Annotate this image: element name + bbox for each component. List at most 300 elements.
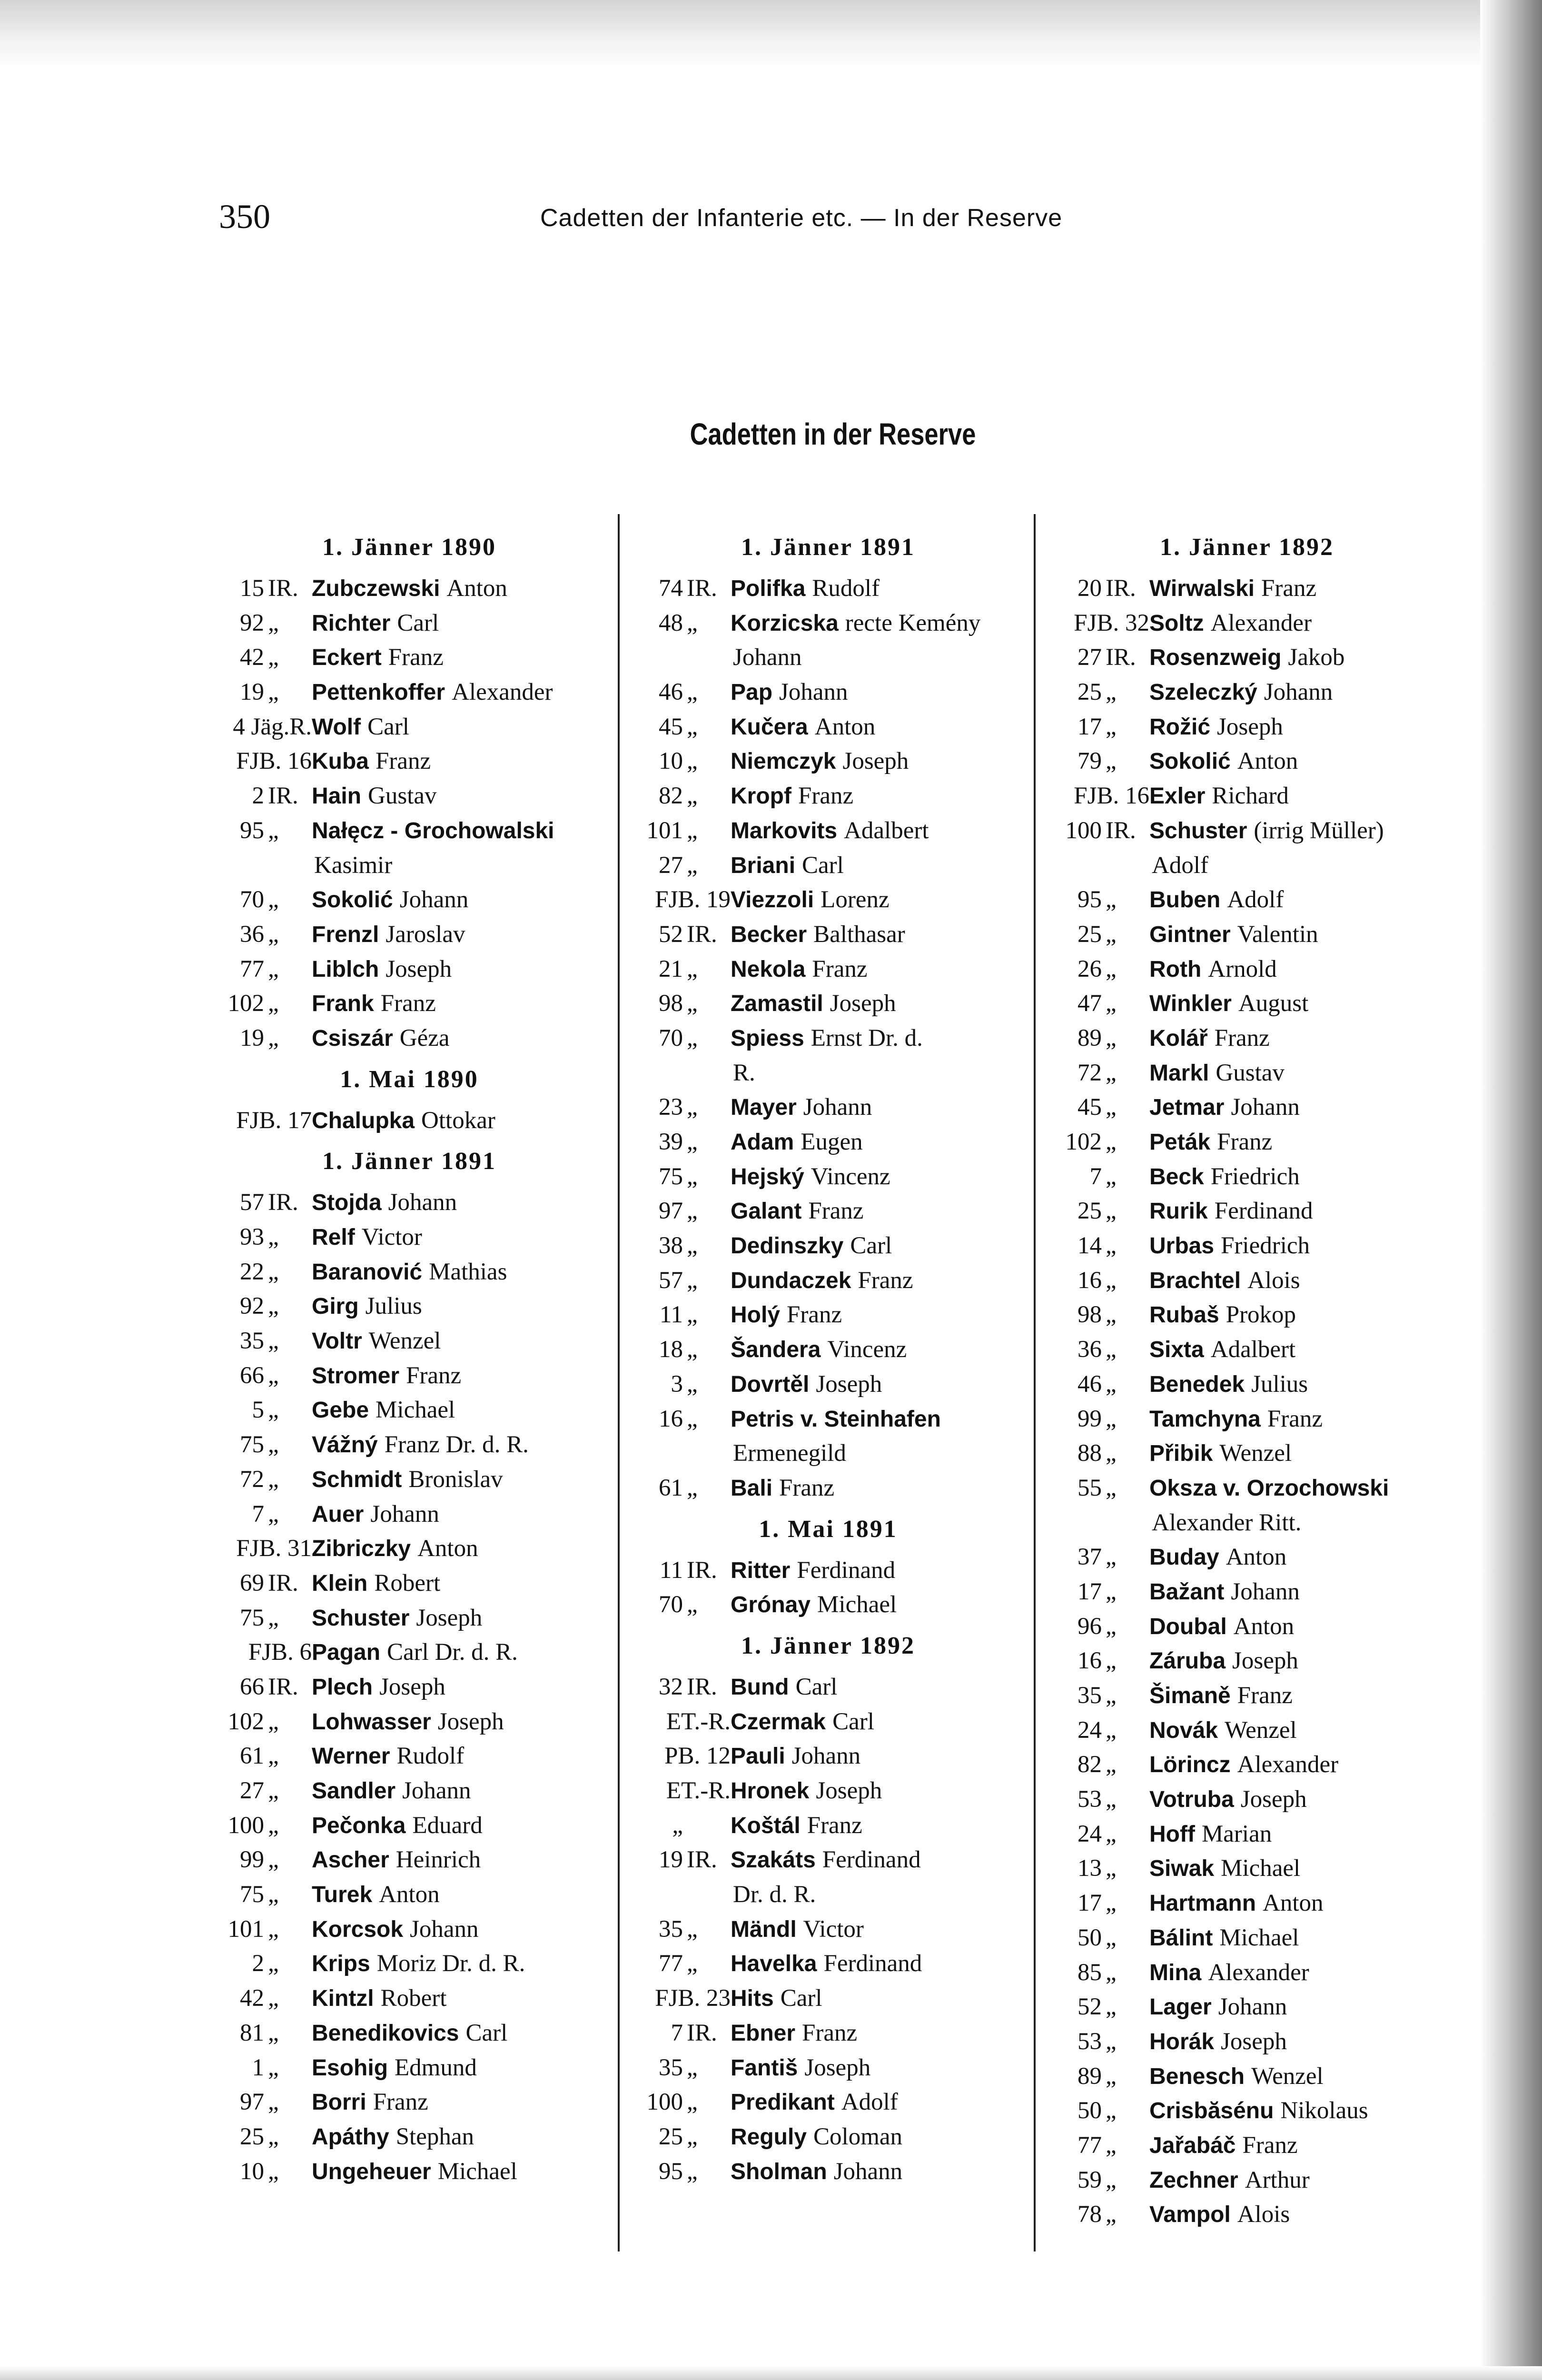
surname: Kolář xyxy=(1149,1025,1208,1051)
person-name xyxy=(1149,1298,1452,1332)
unit-abbrev: „ xyxy=(687,1232,698,1259)
person-name xyxy=(1149,1678,1452,1713)
person-name xyxy=(1149,1160,1452,1194)
person-name xyxy=(312,1103,614,1138)
regiment-number: 24 xyxy=(1077,1820,1102,1847)
surname: Wolf xyxy=(312,714,361,740)
regiment-number: 37 xyxy=(1077,1544,1102,1571)
given-name: Jaroslav xyxy=(386,921,465,948)
given-name: Johann xyxy=(833,2158,903,2185)
surname: Frank xyxy=(312,991,374,1017)
person-name xyxy=(1149,1747,1452,1782)
given-name: Bronislav xyxy=(408,1466,503,1493)
surname: Turek xyxy=(312,1882,373,1908)
surname: Schuster xyxy=(1149,818,1247,843)
list-item xyxy=(205,1670,614,1705)
surname: Jetmar xyxy=(1149,1095,1225,1121)
person-name xyxy=(731,779,1033,813)
regiment-number: 78 xyxy=(1077,2201,1102,2228)
regiment-number: 96 xyxy=(1077,1613,1102,1640)
given-name: Johann xyxy=(1264,679,1333,706)
regiment-number: 26 xyxy=(1077,955,1102,982)
unit-abbrev: „ xyxy=(1106,1751,1117,1778)
surname: Auer xyxy=(312,1501,364,1527)
regiment-number: 89 xyxy=(1077,2063,1102,2090)
unit-abbrev: „ xyxy=(268,990,279,1017)
list-item xyxy=(623,813,1033,848)
given-name: Adalbert xyxy=(1210,1336,1296,1363)
given-name: Carl xyxy=(850,1232,892,1259)
surname: Sokolić xyxy=(1149,749,1231,774)
list-item xyxy=(1042,1056,1452,1091)
unit-abbrev: „ xyxy=(1106,1855,1117,1882)
given-name: Victor xyxy=(361,1224,422,1250)
surname: Borri xyxy=(312,2090,366,2115)
person-name xyxy=(1149,779,1452,813)
regiment-number: 45 xyxy=(1077,1094,1102,1121)
unit-abbrev: IR. xyxy=(687,1557,717,1584)
surname: Siwak xyxy=(1149,1856,1215,1882)
given-name: Franz xyxy=(779,1474,835,1501)
person-name xyxy=(731,2016,1033,2051)
list-item xyxy=(205,1220,614,1255)
given-name: Carl xyxy=(465,2019,508,2046)
given-name: Robert xyxy=(380,1985,447,2012)
regiment-number: 52 xyxy=(1077,1993,1102,2021)
unit-abbrev: „ xyxy=(687,609,698,636)
surname: Bažant xyxy=(1149,1579,1225,1605)
list-item xyxy=(1042,1886,1452,1921)
list-item xyxy=(623,675,1033,710)
unit-abbrev: „ xyxy=(1106,886,1117,913)
regiment-number: 82 xyxy=(1077,1751,1102,1778)
person-name xyxy=(731,1705,1033,1739)
person-name xyxy=(312,2154,614,2189)
list-item xyxy=(1042,1713,1452,1748)
regiment-number: ET.-R. xyxy=(666,1777,731,1804)
scan-edge-right xyxy=(1480,0,1542,2380)
given-name: Joseph xyxy=(386,955,452,982)
unit-abbrev: IR. xyxy=(268,1189,298,1216)
list-item xyxy=(1042,1644,1452,1678)
regiment-number: 2 xyxy=(252,1950,264,1977)
person-name xyxy=(312,917,614,952)
surname: Stromer xyxy=(312,1363,400,1388)
regiment-number: 89 xyxy=(1077,1024,1102,1051)
surname: Korzicska xyxy=(731,610,839,636)
given-name: Robert xyxy=(374,1569,441,1597)
person-name xyxy=(1149,1713,1452,1748)
unit-abbrev: „ xyxy=(1106,1716,1117,1744)
given-name: Franz xyxy=(380,990,436,1017)
person-name xyxy=(731,813,1033,848)
given-name: Michael xyxy=(1221,1855,1301,1882)
given-name: Friedrich xyxy=(1221,1232,1310,1259)
person-name xyxy=(1149,1332,1452,1367)
list-item xyxy=(1042,1229,1452,1263)
list-item xyxy=(1042,710,1452,744)
surname: Zechner xyxy=(1149,2167,1238,2193)
unit-abbrev: „ xyxy=(687,1405,698,1432)
page-title: Cadetten in der Reserve xyxy=(690,417,976,451)
regiment-number: 11 xyxy=(659,1557,683,1584)
given-name: Franz xyxy=(798,783,854,810)
given-name: Alexander xyxy=(1208,1959,1309,1986)
list-item xyxy=(205,2051,614,2085)
unit-abbrev: „ xyxy=(268,1258,279,1285)
given-name: Johann xyxy=(402,1777,471,1804)
surname: Dedinszky xyxy=(731,1233,844,1259)
person-name xyxy=(1149,2059,1452,2094)
given-name: Johann xyxy=(779,679,848,706)
list-item xyxy=(205,606,614,641)
regiment-number: 74 xyxy=(659,575,683,602)
regiment-number: 72 xyxy=(240,1466,264,1493)
given-name: Joseph xyxy=(1217,713,1283,740)
unit-abbrev: „ xyxy=(268,1500,279,1527)
given-name: Anton xyxy=(1226,1544,1287,1571)
list-item xyxy=(1042,1402,1452,1437)
list-item xyxy=(205,1808,614,1843)
given-name: Joseph xyxy=(830,990,896,1017)
given-name: Franz xyxy=(787,1301,842,1329)
person-name xyxy=(1149,813,1452,848)
given-name: Franz xyxy=(812,955,868,982)
unit-abbrev: „ xyxy=(1106,1336,1117,1363)
regiment-number: ET.-R. xyxy=(666,1708,731,1735)
surname: Hain xyxy=(312,783,362,809)
unit-abbrev: „ xyxy=(268,1466,279,1493)
regiment-number: 35 xyxy=(659,1915,683,1943)
unit-abbrev: „ xyxy=(687,1336,698,1363)
list-item xyxy=(623,1912,1033,1947)
person-name xyxy=(312,1324,614,1359)
given-name: Johann xyxy=(410,1915,479,1943)
person-name xyxy=(1149,1090,1452,1125)
list-item xyxy=(1042,1609,1452,1644)
given-name: Marian xyxy=(1201,1820,1272,1847)
unit-abbrev: IR. xyxy=(687,1846,717,1874)
unit-abbrev: „ xyxy=(268,2019,279,2046)
surname: Petris v. Steinhafen xyxy=(731,1406,941,1432)
regiment-number: 13 xyxy=(1077,1855,1102,1882)
given-name: Eduard xyxy=(412,1812,483,1839)
surname: Tamchyna xyxy=(1149,1406,1261,1432)
surname: Lager xyxy=(1149,1994,1212,2020)
list-item xyxy=(205,779,614,813)
person-name xyxy=(312,1428,614,1462)
list-item xyxy=(1042,779,1452,813)
regiment-number: 81 xyxy=(240,2019,264,2046)
surname: Lörincz xyxy=(1149,1752,1231,1778)
list-item xyxy=(623,1705,1033,1739)
entry-continuation: Ermenegild xyxy=(733,1440,846,1467)
surname: Peták xyxy=(1149,1130,1211,1155)
person-name xyxy=(731,710,1033,744)
surname: Oksza v. Orzochowski xyxy=(1149,1475,1389,1501)
person-name xyxy=(312,1462,614,1497)
regiment-number: 57 xyxy=(659,1267,683,1294)
surname: Hits xyxy=(731,1986,774,2012)
person-name xyxy=(731,744,1033,779)
given-name: Johann xyxy=(791,1743,861,1770)
list-item xyxy=(623,710,1033,744)
unit-abbrev: „ xyxy=(1106,990,1117,1017)
given-name: Franz xyxy=(802,2019,858,2046)
unit-abbrev: „ xyxy=(687,2123,698,2150)
given-name: Balthasar xyxy=(813,921,905,948)
given-name: Alexander xyxy=(1237,1751,1339,1778)
unit-abbrev: „ xyxy=(268,1915,279,1943)
list-item xyxy=(205,1531,614,1566)
given-name: Prokop xyxy=(1226,1301,1296,1329)
regiment-number: 102 xyxy=(1065,1129,1102,1155)
given-name: Johann xyxy=(388,1189,457,1216)
given-name: Nikolaus xyxy=(1280,2097,1368,2124)
given-name: Edmund xyxy=(395,2054,477,2081)
surname: Galant xyxy=(731,1199,802,1224)
surname: Buben xyxy=(1149,887,1221,913)
surname: Kintzl xyxy=(312,1986,374,2012)
regiment-number: 36 xyxy=(240,921,264,948)
unit-abbrev: „ xyxy=(687,817,698,844)
surname: Rožić xyxy=(1149,714,1211,740)
regiment-number: 55 xyxy=(1077,1474,1102,1501)
list-item xyxy=(1042,2024,1452,2059)
person-name xyxy=(312,2085,614,2120)
person-name xyxy=(312,1843,614,1877)
surname: Gintner xyxy=(1149,922,1231,947)
unit-abbrev: „ xyxy=(1106,1301,1117,1329)
unit-abbrev: „ xyxy=(268,1846,279,1874)
given-name: Carl xyxy=(367,713,409,740)
surname: Relf xyxy=(312,1225,355,1250)
list-item xyxy=(205,917,614,952)
unit-abbrev: „ xyxy=(687,713,698,740)
person-name xyxy=(312,1739,614,1774)
person-name xyxy=(1149,2024,1452,2059)
given-name: Wenzel xyxy=(1219,1440,1292,1467)
given-name: Michael xyxy=(437,2158,517,2185)
list-item xyxy=(205,1324,614,1359)
person-name xyxy=(1149,606,1452,641)
unit-abbrev: „ xyxy=(268,1881,279,1908)
surname: Szeleczký xyxy=(1149,680,1257,705)
unit-abbrev: „ xyxy=(1106,1163,1117,1190)
list-item xyxy=(205,986,614,1021)
regiment-number: 20 xyxy=(1077,575,1102,602)
unit-abbrev: „ xyxy=(687,1915,698,1943)
surname: Werner xyxy=(312,1744,390,1769)
given-name: recte Kemény xyxy=(845,609,981,636)
surname: Dovrtěl xyxy=(731,1371,810,1397)
person-name xyxy=(312,1601,614,1636)
person-name xyxy=(1149,1263,1452,1298)
list-item xyxy=(623,1843,1033,1877)
regiment-number: 14 xyxy=(1077,1232,1102,1259)
unit-abbrev: „ xyxy=(687,1198,698,1225)
given-name: Anton xyxy=(1263,1890,1324,1917)
surname: Dundaczek xyxy=(731,1268,851,1293)
given-name: Rudolf xyxy=(396,1743,465,1770)
entry-continuation: Johann xyxy=(733,644,802,671)
unit-abbrev: „ xyxy=(268,1812,279,1839)
unit-abbrev: „ xyxy=(1106,713,1117,740)
unit-abbrev: „ xyxy=(1106,1647,1117,1675)
given-name: Anton xyxy=(379,1881,440,1908)
person-name xyxy=(1149,2093,1452,2128)
given-name: Wenzel xyxy=(368,1328,441,1355)
list-item xyxy=(623,1125,1033,1160)
regiment-number: 7 xyxy=(1089,1163,1102,1190)
regiment-number: 18 xyxy=(659,1336,683,1363)
list-item xyxy=(623,1774,1033,1808)
list-item xyxy=(1042,1125,1452,1160)
surname: Adam xyxy=(731,1130,794,1155)
unit-abbrev: „ xyxy=(268,1293,279,1320)
regiment-number: 70 xyxy=(240,886,264,913)
list-item xyxy=(205,1462,614,1497)
surname: Reguly xyxy=(731,2124,807,2150)
surname: Brachtel xyxy=(1149,1268,1241,1293)
list-item xyxy=(1042,675,1452,710)
given-name: Rudolf xyxy=(812,575,880,602)
list-item xyxy=(623,2154,1033,2189)
person-name xyxy=(731,952,1033,987)
list-item xyxy=(205,1289,614,1324)
person-name xyxy=(312,571,614,606)
unit-abbrev xyxy=(683,1808,731,1843)
list-item xyxy=(1042,2093,1452,2128)
regiment-number: 1 xyxy=(252,2054,264,2081)
regiment-number: 72 xyxy=(1077,1059,1102,1086)
given-name: Franz xyxy=(373,2089,428,2116)
regiment-number: 35 xyxy=(659,2054,683,2081)
regiment-number: 35 xyxy=(1077,1682,1102,1709)
unit-abbrev: „ xyxy=(1106,1924,1117,1951)
given-name: Johann xyxy=(1218,1993,1287,2021)
person-name xyxy=(731,1332,1033,1367)
unit-abbrev: IR. xyxy=(687,921,717,948)
regiment-number: 24 xyxy=(1077,1716,1102,1744)
given-name: Franz xyxy=(406,1362,462,1389)
list-item xyxy=(1042,606,1452,641)
regiment-number: 4 Jäg.R. xyxy=(233,713,312,740)
given-name: Adalbert xyxy=(844,817,929,844)
surname: Rurik xyxy=(1149,1199,1208,1224)
list-item xyxy=(205,883,614,917)
list-item xyxy=(205,571,614,606)
given-name: Richard xyxy=(1212,783,1289,810)
entry-continuation: Dr. d. R. xyxy=(733,1881,816,1908)
person-name xyxy=(312,710,614,744)
person-name xyxy=(312,1220,614,1255)
list-item xyxy=(1042,2197,1452,2232)
unit-abbrev: „ xyxy=(268,955,279,982)
list-item xyxy=(623,2016,1033,2051)
given-name: Mathias xyxy=(429,1258,507,1285)
surname: Koštál xyxy=(731,1813,801,1838)
list-item xyxy=(1042,1955,1452,1990)
list-item xyxy=(623,848,1033,883)
unit-abbrev: „ xyxy=(1106,1024,1117,1051)
surname: Wirwalski xyxy=(1149,576,1255,601)
list-item xyxy=(623,1021,1033,1056)
regiment-number: 85 xyxy=(1077,1959,1102,1986)
given-name: Franz xyxy=(1267,1405,1323,1432)
regiment-number: 27 xyxy=(240,1777,264,1804)
surname: Winkler xyxy=(1149,991,1232,1017)
unit-abbrev: „ xyxy=(1106,1267,1117,1294)
person-name xyxy=(731,2085,1033,2120)
person-name xyxy=(731,883,1033,917)
given-name: Victor xyxy=(803,1915,864,1943)
person-name xyxy=(731,986,1033,1021)
person-name xyxy=(731,1843,1033,1877)
unit-abbrev: „ xyxy=(687,783,698,810)
person-name xyxy=(312,1021,614,1056)
list-item xyxy=(1042,1990,1452,2024)
regiment-number: 46 xyxy=(1077,1370,1102,1398)
list-item xyxy=(1042,1851,1452,1886)
regiment-number: 38 xyxy=(659,1232,683,1259)
person-name xyxy=(312,952,614,987)
person-name xyxy=(312,883,614,917)
given-name: Joseph xyxy=(1221,2028,1287,2055)
surname: Ascher xyxy=(312,1847,389,1873)
surname: Horák xyxy=(1149,2029,1215,2054)
list-item xyxy=(205,1185,614,1220)
surname: Gebe xyxy=(312,1398,369,1423)
regiment-number: FJB. 16 xyxy=(236,748,312,775)
surname: Benedikovics xyxy=(312,2020,459,2046)
given-name: Carl xyxy=(780,1985,822,2012)
given-name: Carl xyxy=(802,852,844,879)
regiment-number: 15 xyxy=(240,575,264,602)
regiment-number: 48 xyxy=(659,609,683,636)
given-name: Vincenz xyxy=(811,1163,890,1190)
unit-abbrev: „ xyxy=(1106,1440,1117,1467)
person-name xyxy=(731,1774,1033,1808)
unit-abbrev: „ xyxy=(268,1431,279,1458)
given-name: Franz xyxy=(858,1267,913,1294)
regiment-number: 69 xyxy=(240,1569,264,1597)
list-item xyxy=(1042,640,1452,675)
surname: Mayer xyxy=(731,1095,797,1121)
list-item xyxy=(623,1739,1033,1774)
unit-abbrev: „ xyxy=(1106,1820,1117,1847)
list-item xyxy=(1042,1575,1452,1609)
person-name xyxy=(1149,1609,1452,1644)
regiment-number: 98 xyxy=(1077,1301,1102,1329)
scan-edge-top xyxy=(0,0,1542,71)
list-item xyxy=(1042,1471,1452,1506)
person-name xyxy=(1149,1955,1452,1990)
person-name xyxy=(731,1946,1033,1981)
list-item xyxy=(205,675,614,710)
list-item xyxy=(1042,917,1452,952)
surname: Ritter xyxy=(731,1557,791,1583)
person-name xyxy=(731,1553,1033,1588)
person-name xyxy=(312,1255,614,1289)
person-name xyxy=(1149,952,1452,987)
unit-abbrev: „ xyxy=(687,1129,698,1155)
person-name xyxy=(731,1160,1033,1194)
regiment-number: 101 xyxy=(227,1915,264,1943)
regiment-number: 97 xyxy=(240,2089,264,2116)
unit-abbrev: „ xyxy=(1106,2132,1117,2159)
regiment-number: 75 xyxy=(240,1431,264,1458)
